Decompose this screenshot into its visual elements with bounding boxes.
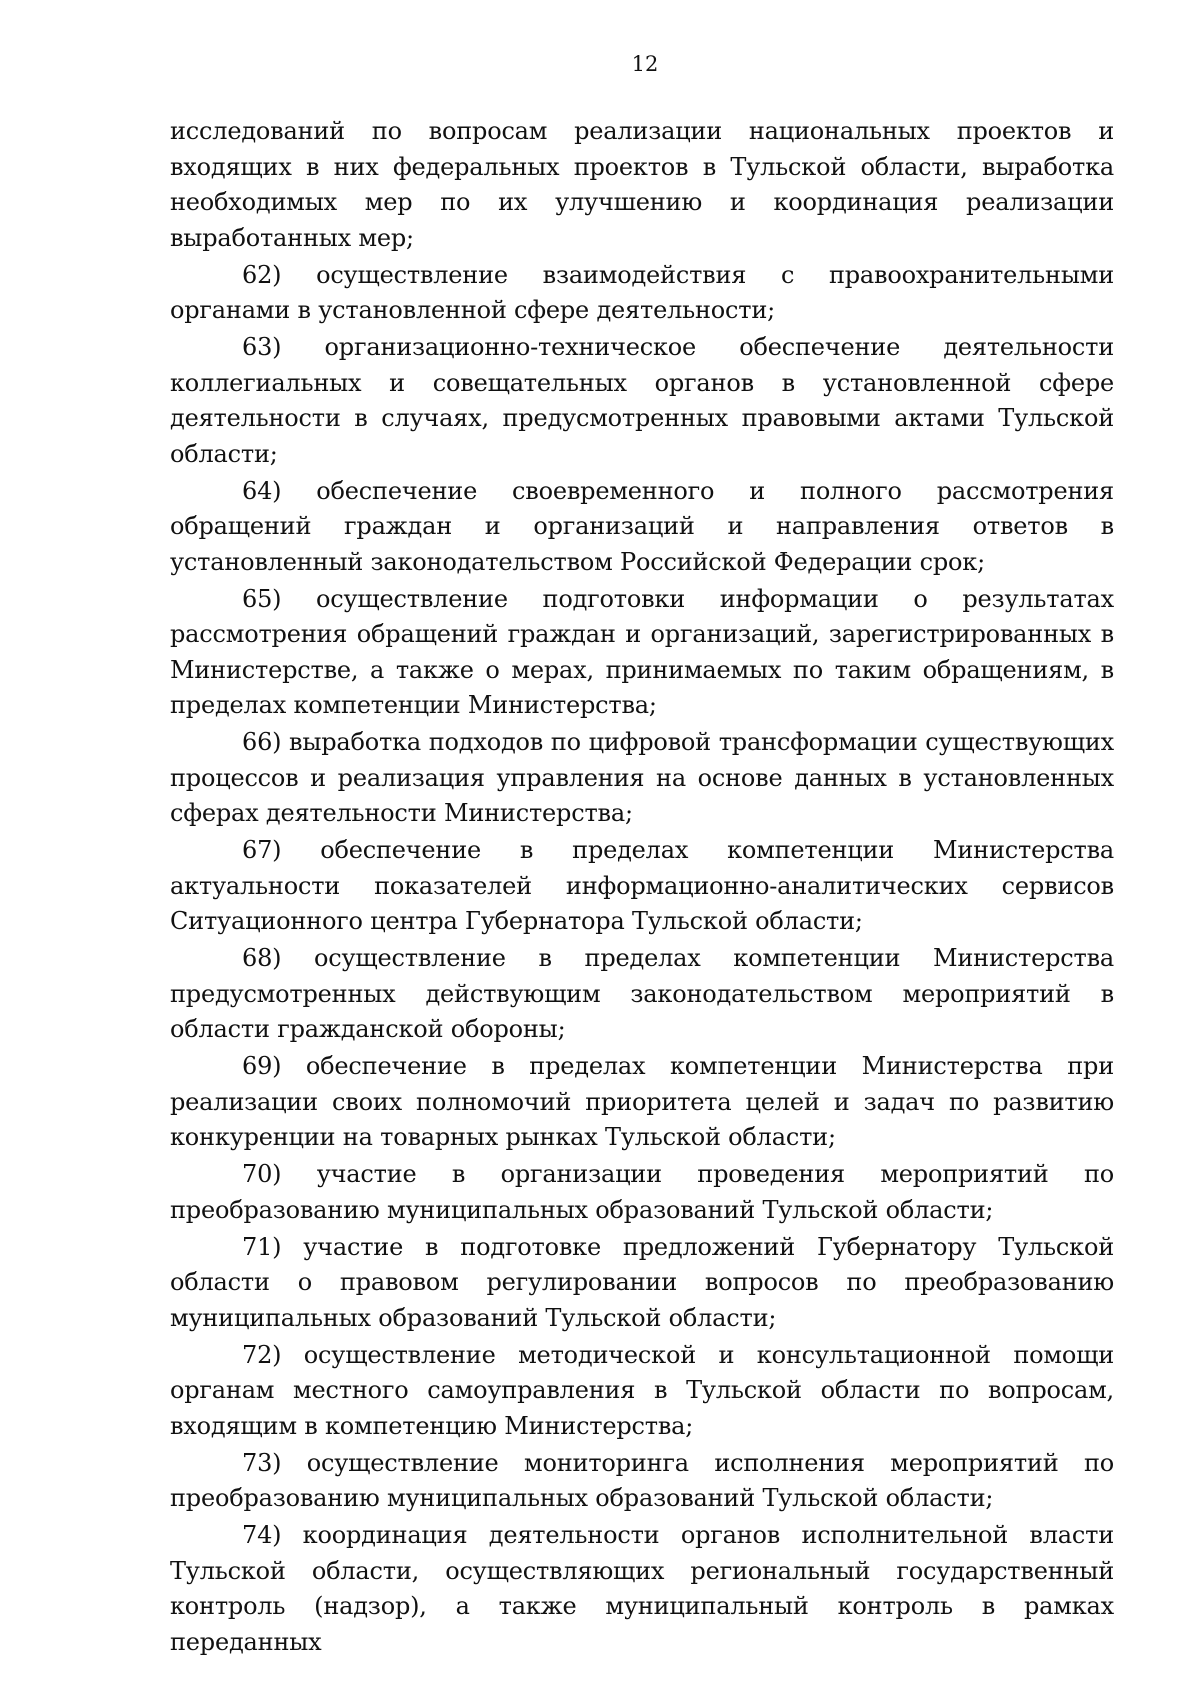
paragraph-item-73: 73) осуществление мониторинга исполнения мероприятий по преобразованию муниципальных образований Тульской области;: [170, 1448, 1114, 1512]
paragraph-item-66: 66) выработка подходов по цифровой трансформации существующих процессов и реализация управления на основе данных в установленных сферах деятельности Министерства;: [170, 728, 1114, 827]
paragraph-item-63: 63) организационно-техническое обеспечение деятельности коллегиальных и совещательных органов в установленной сфере деятельности в случаях, предусмотренных правовыми актами Тульской области;: [170, 333, 1114, 468]
paragraph-item-68: 68) осуществление в пределах компетенции Министерства предусмотренных действующим законодательством мероприятий в области гражданской обороны;: [170, 944, 1114, 1043]
paragraph-continuation: исследований по вопросам реализации национальных проектов и входящих в них федеральных проектов в Тульской области, выработка необходимых мер по их улучшению и координация реализации выработанных мер;: [170, 117, 1114, 252]
paragraph-item-74: 74) координация деятельности органов исполнительной власти Тульской области, осуществляющих региональный государственный контроль (надзор), а также муниципальный контроль в рамках переданных: [170, 1521, 1114, 1656]
paragraph-item-72: 72) осуществление методической и консультационной помощи органам местного самоуправления в Тульской области по вопросам, входящим в компетенцию Министерства;: [170, 1340, 1114, 1440]
page-number: 12: [631, 52, 659, 76]
paragraph-item-70: 70) участие в организации проведения мероприятий по преобразованию муниципальных образований Тульской области;: [170, 1160, 1114, 1224]
paragraph-item-64: 64) обеспечение своевременного и полного рассмотрения обращений граждан и организаций и направления ответов в установленный законодательством Российской Федерации срок;: [170, 476, 1114, 576]
paragraph-item-67: 67) обеспечение в пределах компетенции Министерства актуальности показателей информационно-аналитических сервисов Ситуационного центра Губернатора Тульской области;: [170, 836, 1114, 935]
paragraph-item-65: 65) осуществление подготовки информации о результатах рассмотрения обращений граждан и организаций, зарегистрированных в Министерстве, а также о мерах, принимаемых по таким обращениям, в пределах компетенции Министерства;: [170, 584, 1114, 719]
paragraph-item-69: 69) обеспечение в пределах компетенции Министерства при реализации своих полномочий приоритета целей и задач по развитию конкуренции на товарных рынках Тульской области;: [170, 1052, 1114, 1151]
document-body: [170, 114, 1114, 1662]
paragraph-item-71: 71) участие в подготовке предложений Губернатору Тульской области о правовом регулировании вопросов по преобразованию муниципальных образований Тульской области;: [170, 1232, 1114, 1332]
paragraph-item-62: 62) осуществление взаимодействия с правоохранительными органами в установленной сфере деятельности;: [170, 260, 1114, 324]
